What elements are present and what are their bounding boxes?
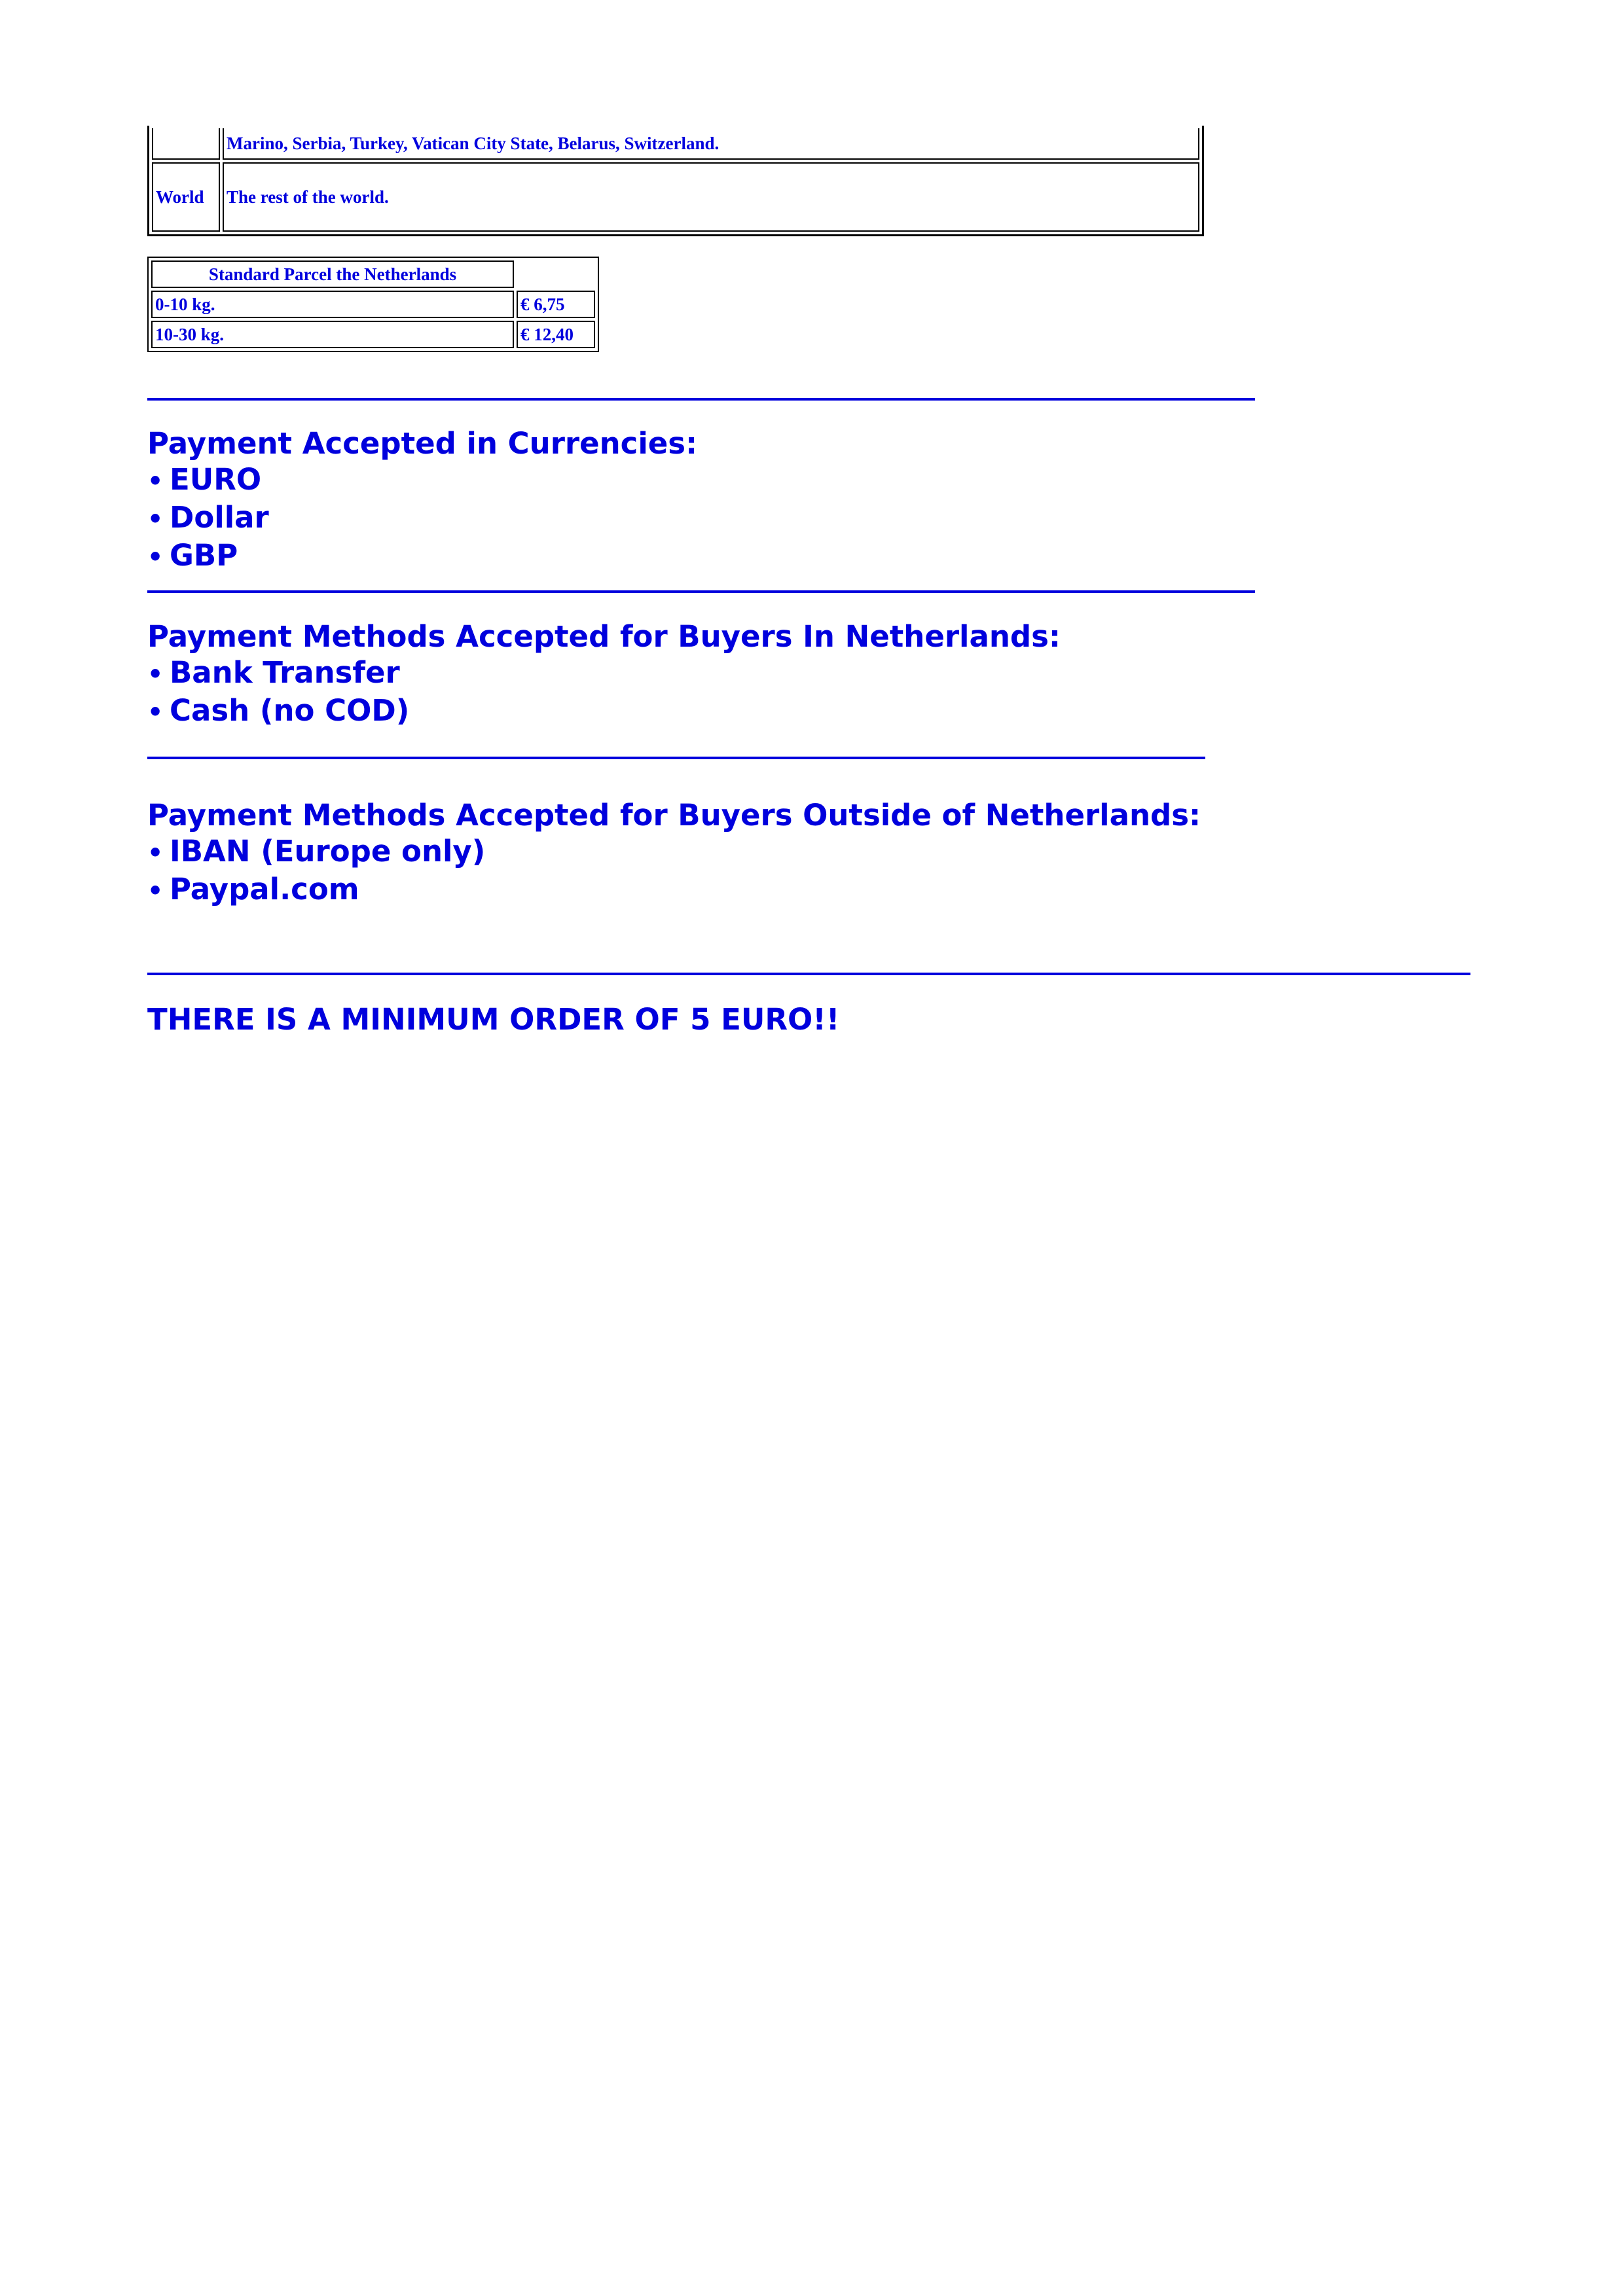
list-item-label: EURO bbox=[170, 462, 262, 497]
shipping-zone-table bbox=[147, 126, 1204, 236]
methods-nl-heading: Payment Methods Accepted for Buyers In Netherlands: bbox=[147, 619, 1061, 654]
table-header-row bbox=[151, 260, 595, 288]
bullet-icon: • bbox=[147, 467, 164, 495]
zone-cell bbox=[152, 128, 220, 160]
list-item-label: GBP bbox=[170, 538, 238, 573]
table-row bbox=[152, 162, 1199, 232]
list-item bbox=[147, 537, 697, 575]
bullet-icon: • bbox=[147, 876, 164, 905]
list-item bbox=[147, 499, 697, 537]
bullet-icon: • bbox=[147, 838, 164, 867]
table-row bbox=[151, 321, 595, 348]
currencies-section bbox=[147, 425, 697, 575]
divider bbox=[147, 973, 1470, 975]
parcel-table-header: Standard Parcel the Netherlands bbox=[151, 260, 514, 288]
zone-cell: World bbox=[152, 162, 220, 232]
methods-abroad-section bbox=[147, 797, 1201, 909]
weight-cell: 10-30 kg. bbox=[151, 321, 514, 348]
list-item bbox=[147, 833, 1201, 871]
list-item-label: Dollar bbox=[170, 500, 269, 535]
countries-cell: The rest of the world. bbox=[223, 162, 1199, 232]
currencies-heading: Payment Accepted in Currencies: bbox=[147, 426, 698, 461]
list-item-label: IBAN (Europe only) bbox=[170, 834, 486, 869]
bullet-icon: • bbox=[147, 543, 164, 571]
methods-nl-section bbox=[147, 619, 1061, 730]
minimum-order-notice bbox=[147, 1001, 839, 1037]
list-item-label: Paypal.com bbox=[170, 872, 359, 906]
price-cell: € 12,40 bbox=[517, 321, 595, 348]
weight-cell: 0-10 kg. bbox=[151, 291, 514, 318]
bullet-icon: • bbox=[147, 660, 164, 689]
bullet-icon: • bbox=[147, 698, 164, 726]
list-item bbox=[147, 692, 1061, 730]
divider bbox=[147, 590, 1255, 593]
parcel-rate-table bbox=[147, 257, 599, 352]
price-cell: € 6,75 bbox=[517, 291, 595, 318]
table-row bbox=[152, 128, 1199, 160]
bullet-icon: • bbox=[147, 505, 164, 533]
list-item-label: Bank Transfer bbox=[170, 655, 400, 690]
minimum-order-text: THERE IS A MINIMUM ORDER OF 5 EURO!! bbox=[147, 1002, 840, 1037]
divider bbox=[147, 757, 1205, 759]
countries-cell: Marino, Serbia, Turkey, Vatican City State, Belarus, Switzerland. bbox=[223, 128, 1199, 160]
list-item-label: Cash (no COD) bbox=[170, 693, 410, 728]
list-item bbox=[147, 461, 697, 499]
list-item bbox=[147, 655, 1061, 692]
methods-abroad-heading: Payment Methods Accepted for Buyers Outside of Netherlands: bbox=[147, 798, 1201, 833]
divider bbox=[147, 398, 1255, 401]
list-item bbox=[147, 871, 1201, 909]
empty-header-cell bbox=[517, 260, 595, 288]
table-row bbox=[151, 291, 595, 318]
